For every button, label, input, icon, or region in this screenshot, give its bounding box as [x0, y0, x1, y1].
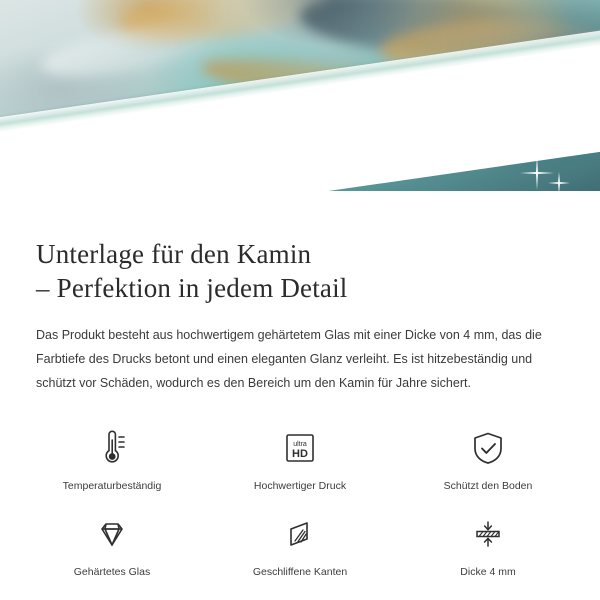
feature-label: Geschliffene Kanten: [252, 566, 348, 578]
feature-label: Gehärtetes Glas: [73, 566, 151, 578]
headline-line-2: – Perfektion in jedem Detail: [36, 273, 348, 303]
shield-check-icon: [466, 425, 510, 471]
thickness-icon: [466, 511, 510, 557]
svg-text:ultra: ultra: [293, 441, 307, 448]
content-area: [0, 215, 600, 579]
feature-item-floor-protection: [394, 419, 582, 493]
feature-item-thickness: [394, 505, 582, 579]
polished-edges-icon: [278, 511, 322, 557]
feature-label: Schützt den Boden: [443, 480, 533, 492]
svg-text:HD: HD: [292, 448, 308, 460]
diamond-icon: [90, 511, 134, 557]
hero-bottom-mask: [0, 191, 600, 215]
feature-label: Dicke 4 mm: [460, 566, 516, 578]
feature-item-tempered-glass: [18, 505, 206, 579]
thermometer-icon: [90, 425, 134, 471]
description-paragraph: Das Produkt besteht aus hochwertigem gehärtetem Glas mit einer Dicke von 4 mm, das die Farbtiefe des Drucks betont und einen eleganten Glanz verleiht. Es ist hitzebeständig und schützt vor Schäden, wodurch es den Bereich um den Kamin für Jahre sichert.: [36, 328, 542, 390]
headline-line-1: Unterlage für den Kamin: [36, 239, 312, 269]
feature-item-high-quality-print: [206, 419, 394, 493]
hero-image: [0, 0, 600, 215]
feature-label: Hochwertiger Druck: [253, 480, 347, 492]
feature-item-temperature-resistant: [18, 419, 206, 493]
feature-grid: [18, 419, 582, 579]
page-title: [36, 237, 564, 305]
ultra-hd-icon: [278, 425, 322, 471]
feature-item-polished-edges: [206, 505, 394, 579]
feature-label: Temperaturbeständig: [62, 480, 162, 492]
